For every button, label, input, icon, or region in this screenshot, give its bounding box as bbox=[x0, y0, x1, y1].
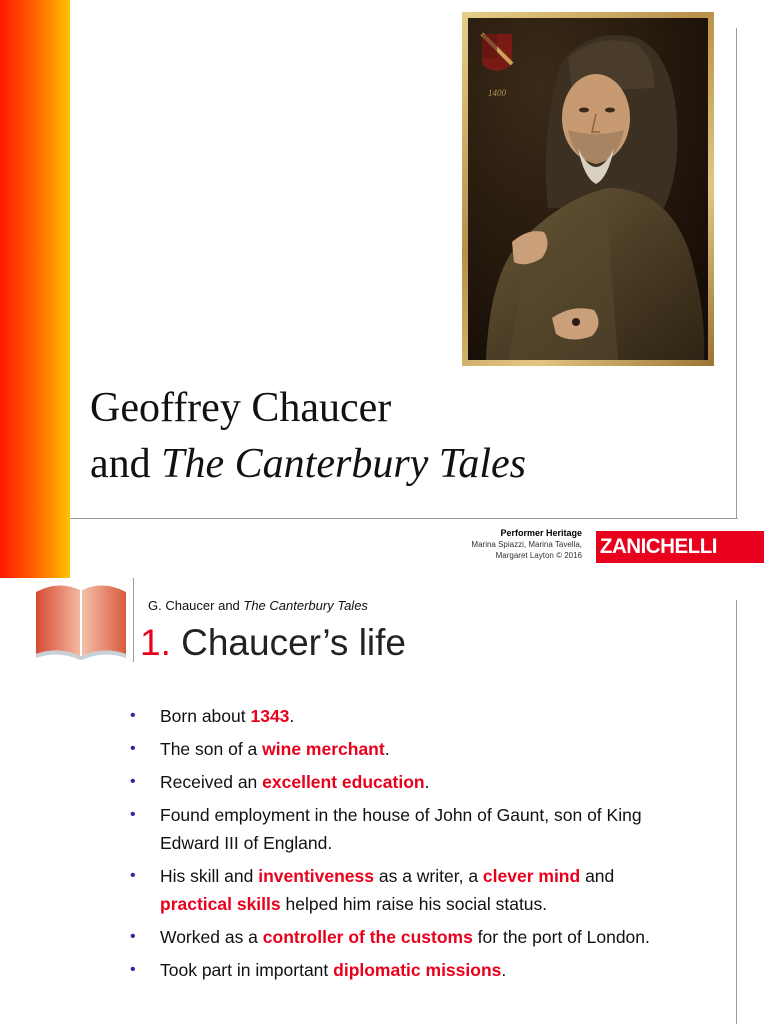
slide-bottom-rule bbox=[70, 518, 738, 519]
credits-authors-line2: Margaret Layton © 2016 bbox=[495, 551, 582, 560]
bullet-text: . bbox=[501, 960, 507, 980]
bullet-icon: • bbox=[130, 928, 136, 945]
section-heading bbox=[140, 622, 406, 664]
open-book-icon bbox=[32, 578, 130, 660]
coat-of-arms-icon bbox=[482, 34, 512, 71]
bullet-text: Took part in important bbox=[160, 960, 334, 980]
title-line-2-italic: The Canterbury Tales bbox=[161, 441, 526, 487]
highlighted-text: practical skills bbox=[160, 894, 281, 914]
portrait-image bbox=[468, 18, 708, 360]
title-line-2-prefix: and bbox=[90, 441, 162, 487]
bullet-icon: • bbox=[130, 806, 136, 823]
chaucer-portrait bbox=[462, 12, 714, 366]
bullet-text: Born about bbox=[160, 706, 251, 726]
highlighted-text: wine merchant bbox=[262, 739, 385, 759]
bullet-item bbox=[128, 735, 688, 763]
book-credits bbox=[471, 528, 582, 561]
slide2-right-rule bbox=[736, 600, 737, 1024]
bullet-text: helped him raise his social status. bbox=[280, 894, 548, 914]
section-number: 1. bbox=[140, 622, 171, 663]
breadcrumb-prefix: G. Chaucer and bbox=[148, 598, 244, 613]
section-title: Chaucer’s life bbox=[170, 622, 406, 663]
bullet-icon: • bbox=[130, 961, 136, 978]
bullet-text: . bbox=[289, 706, 295, 726]
highlighted-text: 1343 bbox=[250, 706, 290, 726]
bullet-text: The son of a bbox=[160, 739, 263, 759]
bullet-text: as a writer, a bbox=[373, 866, 483, 886]
bullet-text: . bbox=[424, 772, 430, 792]
bullet-item bbox=[128, 702, 688, 730]
highlighted-text: diplomatic missions bbox=[333, 960, 502, 980]
breadcrumb-italic: The Canterbury Tales bbox=[243, 598, 368, 613]
bullet-icon: • bbox=[130, 707, 136, 724]
credits-authors-line1: Marina Spiazzi, Marina Tavella, bbox=[471, 540, 582, 549]
publisher-logo: ZANICHELLI bbox=[596, 531, 764, 563]
bullet-text: Worked as a bbox=[160, 927, 263, 947]
slide-right-rule bbox=[736, 28, 737, 518]
highlighted-text: controller of the customs bbox=[262, 927, 473, 947]
title-line-2 bbox=[90, 436, 526, 492]
bullet-icon: • bbox=[130, 773, 136, 790]
bullet-text: for the port of London. bbox=[472, 927, 650, 947]
bullet-text: Found employment in the house of John of Gaunt, son of King Edward III of England. bbox=[160, 805, 642, 853]
highlighted-text: inventiveness bbox=[258, 866, 374, 886]
header-divider bbox=[133, 578, 134, 662]
content-slide bbox=[0, 578, 768, 1024]
bullet-list bbox=[128, 702, 688, 989]
title-line-1: Geoffrey Chaucer bbox=[90, 385, 392, 431]
bullet-item bbox=[128, 956, 688, 984]
bullet-icon: • bbox=[130, 867, 136, 884]
breadcrumb bbox=[148, 598, 368, 613]
bullet-text: . bbox=[384, 739, 390, 759]
bullet-text: Received an bbox=[160, 772, 263, 792]
bullet-item bbox=[128, 768, 688, 796]
portrait-inscription: 1400 bbox=[488, 88, 506, 98]
bullet-item bbox=[128, 801, 688, 857]
bullet-text: His skill and bbox=[160, 866, 259, 886]
bullet-icon: • bbox=[130, 740, 136, 757]
presentation-title bbox=[90, 380, 526, 492]
bullet-text: and bbox=[580, 866, 615, 886]
bullet-item bbox=[128, 862, 688, 918]
credits-heading: Performer Heritage bbox=[500, 528, 582, 538]
highlighted-text: excellent education bbox=[262, 772, 425, 792]
highlighted-text: clever mind bbox=[482, 866, 581, 886]
gradient-side-bar bbox=[0, 0, 70, 578]
bullet-item bbox=[128, 923, 688, 951]
